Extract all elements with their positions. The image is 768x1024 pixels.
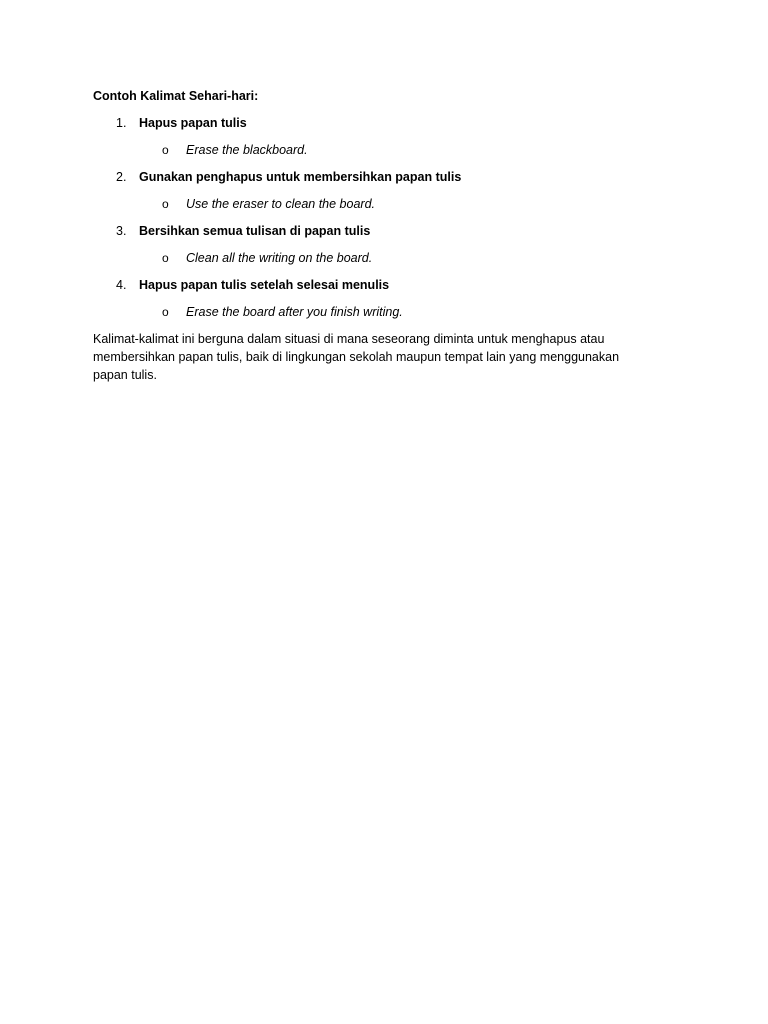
translation-text: Use the eraser to clean the board.: [186, 197, 376, 211]
list-number: 4.: [116, 278, 127, 292]
list-item-2: [93, 168, 653, 186]
list-item-label: Gunakan penghapus untuk membersihkan papan tulis: [139, 170, 462, 184]
list-number: 2.: [116, 170, 127, 184]
bullet-icon: o: [162, 197, 169, 211]
closing-paragraph: [93, 330, 653, 384]
translation-text: Erase the blackboard.: [186, 143, 308, 157]
list-number: 3.: [116, 224, 127, 238]
sub-item-2: [93, 195, 653, 213]
bullet-icon: o: [162, 143, 169, 157]
translation-text: Clean all the writing on the board.: [186, 251, 373, 265]
paragraph-line: papan tulis.: [93, 368, 157, 382]
list-number: 1.: [116, 116, 127, 130]
list-item-3: [93, 222, 653, 240]
list-item-label: Hapus papan tulis setelah selesai menulis: [139, 278, 390, 292]
document-page: [93, 87, 653, 384]
list-item-1: [93, 114, 653, 132]
list-item-label: Bersihkan semua tulisan di papan tulis: [139, 224, 371, 238]
document-heading: Contoh Kalimat Sehari-hari:: [93, 89, 259, 103]
sub-item-1: [93, 141, 653, 159]
sub-item-3: [93, 249, 653, 267]
translation-text: Erase the board after you finish writing.: [186, 305, 403, 319]
bullet-icon: o: [162, 305, 169, 319]
list-item-4: [93, 276, 653, 294]
bullet-icon: o: [162, 251, 169, 265]
paragraph-line: membersihkan papan tulis, baik di lingkungan sekolah maupun tempat lain yang menggunakan: [93, 350, 620, 364]
list-item-label: Hapus papan tulis: [139, 116, 247, 130]
paragraph-line: Kalimat-kalimat ini berguna dalam situasi di mana seseorang diminta untuk menghapus atau: [93, 332, 605, 346]
sub-item-4: [93, 303, 653, 321]
